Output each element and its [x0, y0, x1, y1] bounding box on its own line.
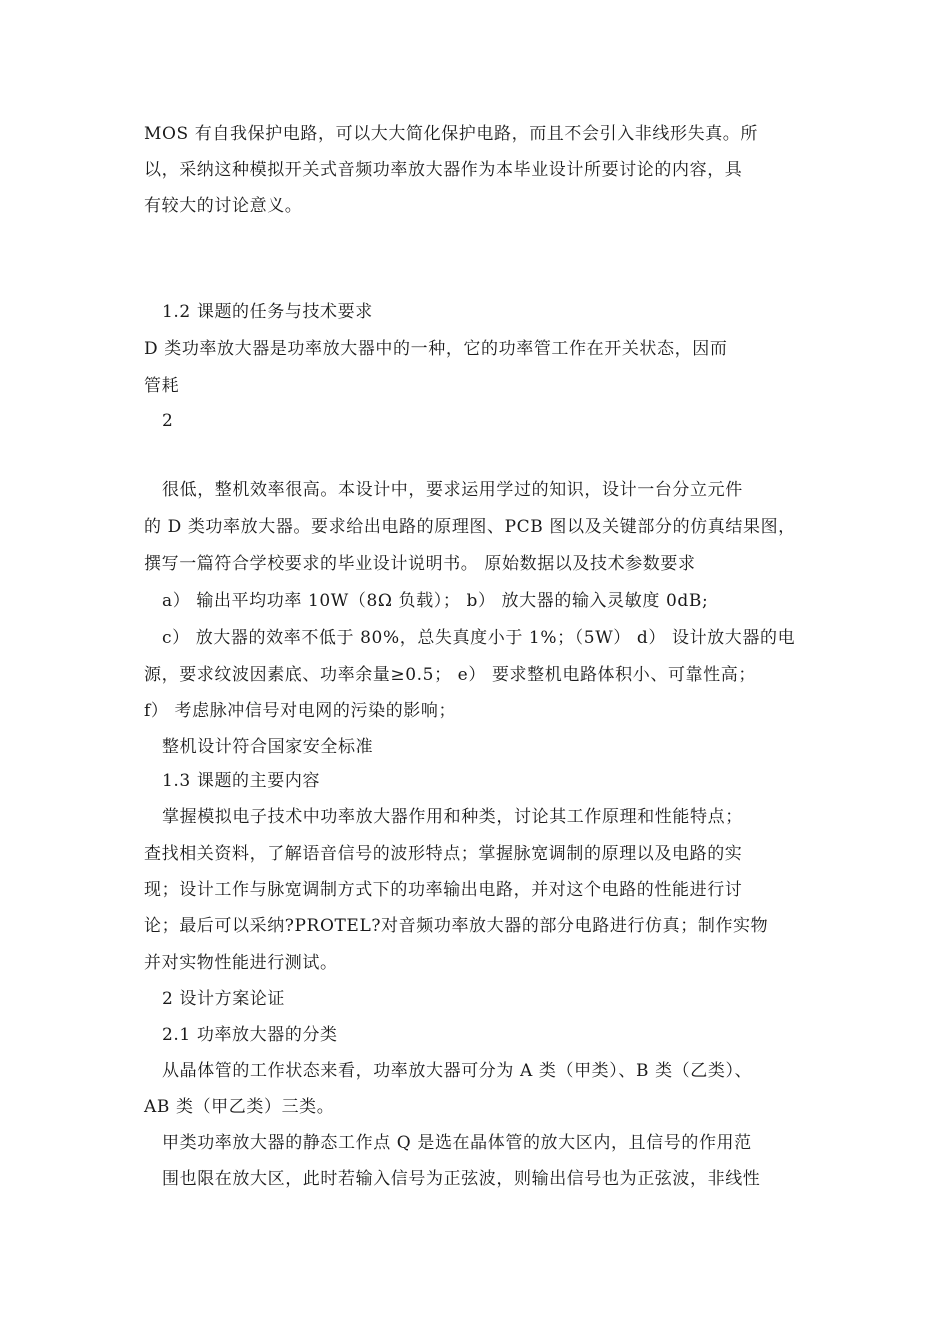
paragraph-line: 很低，整机效率很高。本设计中，要求运用学过的知识，设计一台分立元件: [162, 480, 743, 500]
paragraph-line: 甲类功率放大器的静态工作点 Q 是选在晶体管的放大区内，且信号的作用范: [162, 1133, 752, 1153]
list-item: c） 放大器的效率不低于 80%，总失真度小于 1%；（5W） d） 设计放大器的电: [162, 628, 796, 648]
paragraph-line: D 类功率放大器是功率放大器中的一种，它的功率管工作在开关状态，因而: [144, 339, 728, 359]
paragraph-line: 以，采纳这种模拟开关式音频功率放大器作为本毕业设计所要讨论的内容，具: [144, 160, 743, 180]
paragraph-line: 围也限在放大区，此时若输入信号为正弦波，则输出信号也为正弦波，非线性: [162, 1169, 761, 1189]
section-heading: 2 设计方案论证: [162, 989, 286, 1009]
paragraph-line: 论；最后可以采纳?PROTEL?对音频功率放大器的部分电路进行仿真；制作实物: [144, 916, 769, 936]
paragraph-line: 整机设计符合国家安全标准: [162, 737, 374, 757]
list-item: f） 考虑脉冲信号对电网的污染的影响；: [144, 701, 457, 721]
section-heading: 1.2 课题的任务与技术要求: [162, 302, 373, 322]
paragraph-line: 从晶体管的工作状态来看，功率放大器可分为 A 类（甲类）、B 类（乙类）、: [162, 1061, 753, 1081]
paragraph-line: 并对实物性能进行测试。: [144, 953, 338, 973]
paragraph-line: 有较大的讨论意义。: [144, 196, 303, 216]
paragraph-line: 管耗: [144, 376, 180, 396]
paragraph-line: AB 类（甲乙类）三类。: [144, 1097, 335, 1117]
page-number: 2: [162, 411, 174, 431]
list-item: a） 输出平均功率 10W（8Ω 负载）； b） 放大器的输入灵敏度 0dB;: [162, 591, 709, 611]
section-heading: 1.3 课题的主要内容: [162, 771, 321, 791]
paragraph-line: 掌握模拟电子技术中功率放大器作用和种类，讨论其工作原理和性能特点；: [162, 807, 743, 827]
paragraph-line: 的 D 类功率放大器。要求给出电路的原理图、PCB 图以及关键部分的仿真结果图，: [144, 517, 796, 537]
paragraph-line: 撰写一篇符合学校要求的毕业设计说明书。 原始数据以及技术参数要求: [144, 554, 696, 574]
paragraph-line: 查找相关资料，了解语音信号的波形特点；掌握脉宽调制的原理以及电路的实: [144, 844, 743, 864]
paragraph-line: MOS 有自我保护电路，可以大大简化保护电路，而且不会引入非线形失真。所: [144, 124, 758, 144]
paragraph-line: 现；设计工作与脉宽调制方式下的功率输出电路，并对这个电路的性能进行讨: [144, 880, 743, 900]
section-heading: 2.1 功率放大器的分类: [162, 1025, 338, 1045]
list-item: 源，要求纹波因素底、功率余量≥0.5； e） 要求整机电路体积小、可靠性高；: [144, 665, 756, 685]
